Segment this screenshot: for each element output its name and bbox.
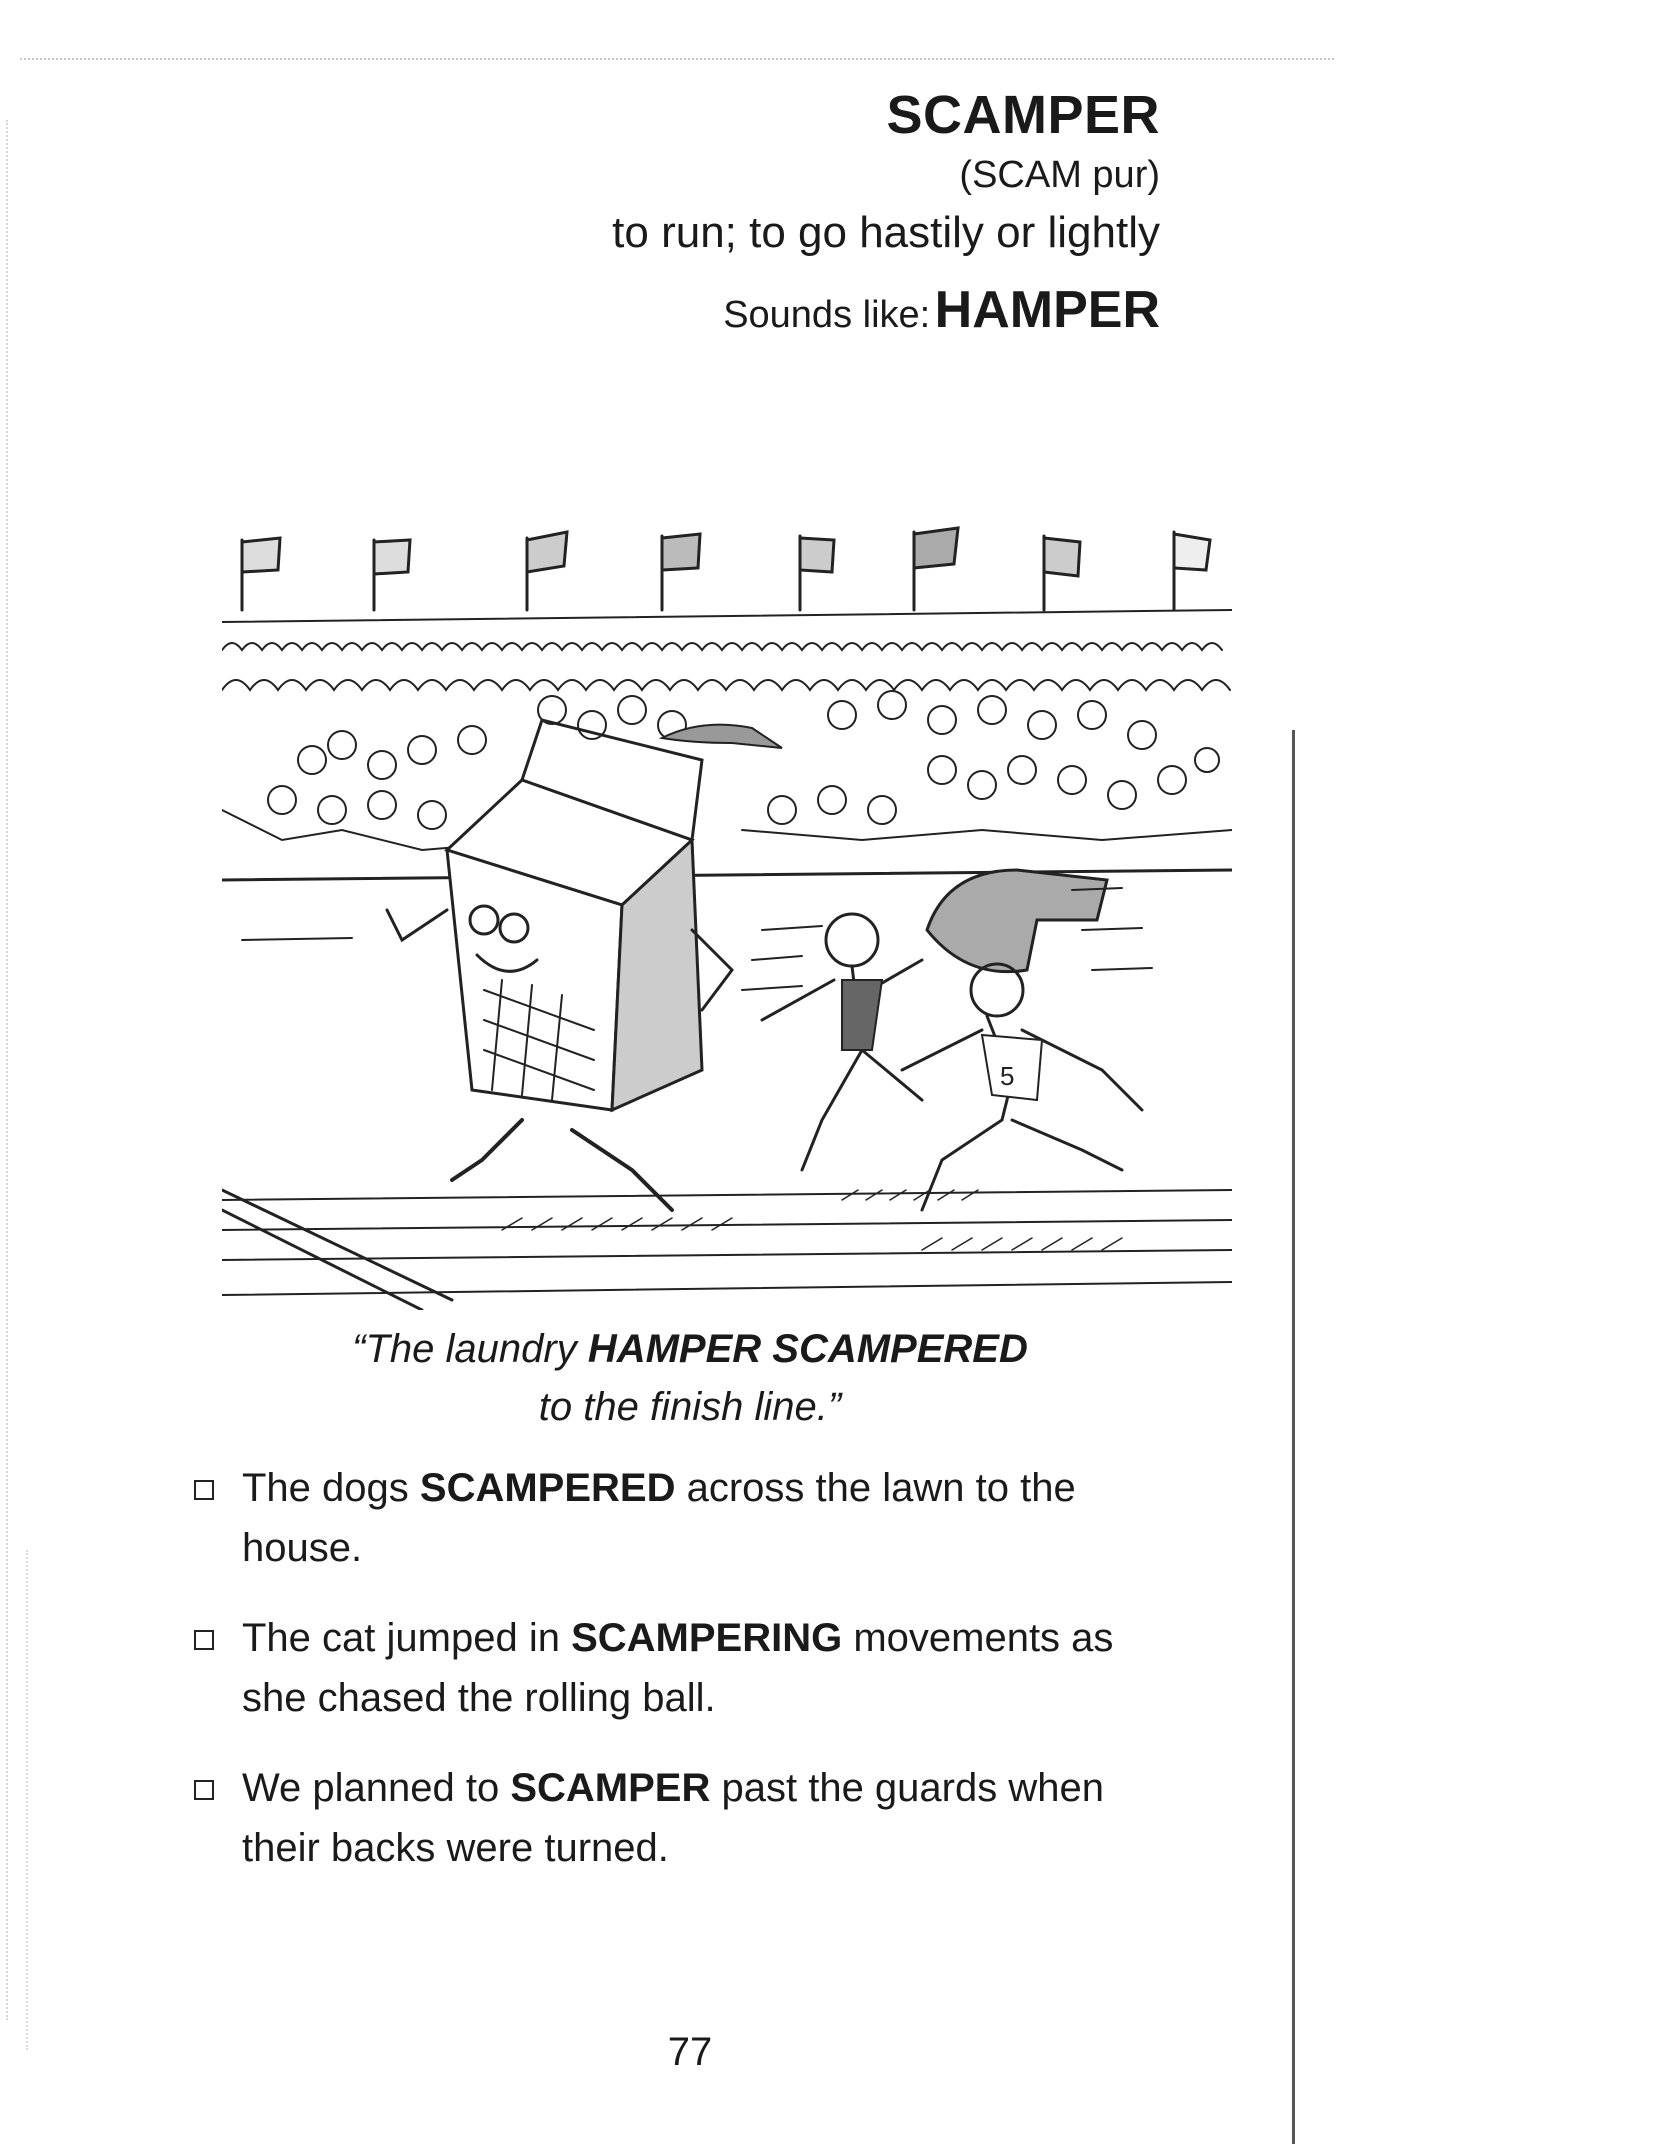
example-text-after: past the guards when their backs were turned. xyxy=(242,1766,1104,1870)
sounds-like-word: HAMPER xyxy=(934,281,1160,339)
example-keyword: SCAMPER xyxy=(510,1766,711,1810)
list-item xyxy=(190,1458,1180,1578)
caption-bold: HAMPER SCAMPERED xyxy=(587,1327,1028,1371)
pronunciation: (SCAM pur) xyxy=(959,154,1160,196)
cartoon-caption xyxy=(300,1320,1080,1436)
bullet-box-icon xyxy=(194,1780,214,1800)
scan-margin-dots-lower xyxy=(26,1550,28,2050)
runner-icon xyxy=(902,870,1142,1210)
flag-icon xyxy=(242,528,1210,610)
scan-artifact-line xyxy=(20,58,1334,60)
example-keyword: SCAMPERING xyxy=(571,1616,843,1660)
example-text-before: We planned to xyxy=(242,1766,511,1810)
example-sentences xyxy=(190,1458,1180,1908)
page-edge-rule xyxy=(1292,730,1295,2144)
example-text-after: across the lawn to the house. xyxy=(242,1466,1076,1570)
sounds-like-label: Sounds like: xyxy=(723,294,931,336)
example-text-before: The cat jumped in xyxy=(242,1616,572,1660)
scan-margin-dots xyxy=(6,120,8,2020)
caption-open: “The laundry xyxy=(352,1327,588,1371)
entry-word: SCAMPER xyxy=(886,85,1160,145)
cartoon-illustration xyxy=(222,510,1232,1310)
list-item xyxy=(190,1758,1180,1878)
bib-number: 5 xyxy=(1000,1061,1015,1091)
sounds-like xyxy=(520,278,1160,355)
hamper-icon xyxy=(387,720,732,1210)
crowd xyxy=(222,643,1232,850)
definition: to run; to go hastily or lightly xyxy=(612,208,1160,257)
page-number: 77 xyxy=(667,2030,713,2074)
word-entry-header xyxy=(520,82,1160,355)
caption-close: to the finish line.” xyxy=(538,1385,842,1429)
runner-icon xyxy=(762,914,922,1170)
bullet-box-icon xyxy=(194,1480,214,1500)
example-text-after: movements as she chased the rolling ball. xyxy=(242,1616,1114,1720)
example-text-before: The dogs xyxy=(242,1466,420,1510)
example-keyword: SCAMPERED xyxy=(419,1466,676,1510)
list-item xyxy=(190,1608,1180,1728)
bullet-box-icon xyxy=(194,1630,214,1650)
